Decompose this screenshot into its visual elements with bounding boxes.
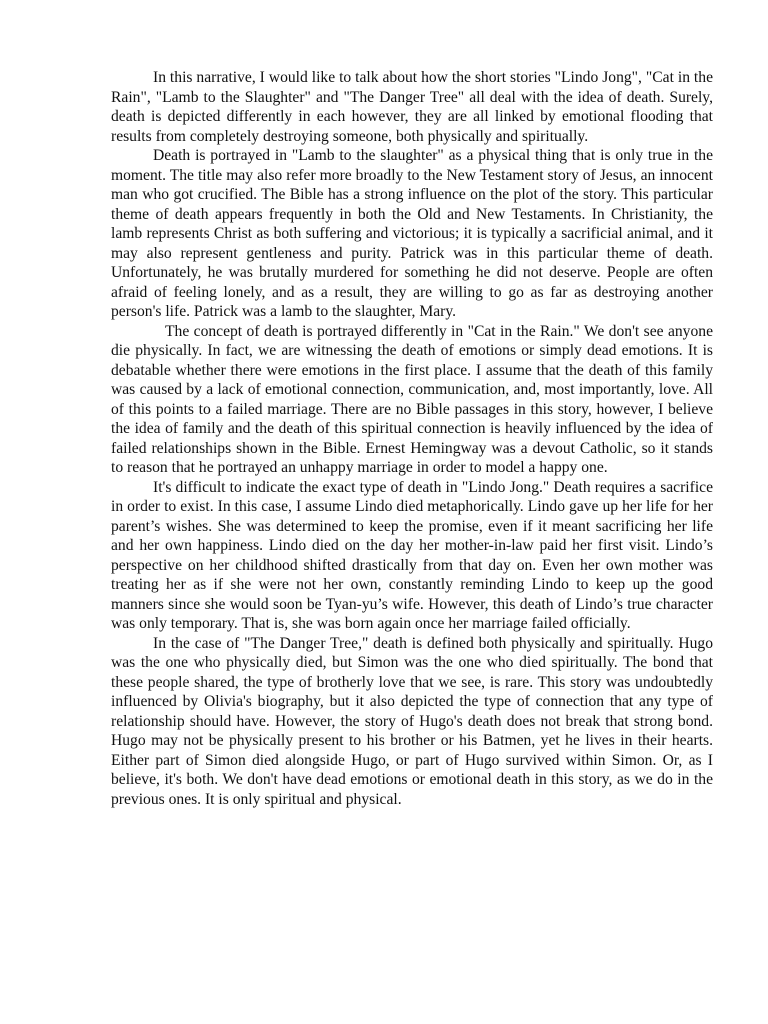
paragraph-lindo-jong: It's difficult to indicate the exact type of death in "Lindo Jong." Death requires a sacrifice in order to exist. In this case, I assume Lindo died metaphorically. Lindo gave up her life for her parent’s wishes. She was determined to keep the promise, even if it meant sacrificing her life and her own happiness. Lindo died on the day her mother-in-law paid her first visit. Lindo’s perspective on her childhood shifted drastically from that day on. Even her own mother was treating her as if she were not her own, constantly reminding Lindo to keep up the good manners since she would soon be Tyan-yu’s wife. However, this death of Lindo’s true character was only temporary. That is, she was born again once her marriage failed officially. [111, 478, 713, 632]
paragraph-the-danger-tree: In the case of "The Danger Tree," death is defined both physically and spiritually. Hugo was the one who physically died, but Simon was the one who died spiritually. The bond that these people shared, the type of brotherly love that we see, is rare. This story was undoubtedly influenced by Olivia's biography, but it also depicted the type of connection that any type of relationship should have. However, the story of Hugo's death does not break that strong bond. Hugo may not be physically present to his brother or his Batmen, yet he lives in their hearts. Either part of Simon died alongside Hugo, or part of Hugo survived within Simon. Or, as I believe, it's both. We don't have dead emotions or emotional death in this story, as we do in the previous ones. It is only spiritual and physical. [111, 634, 713, 808]
paragraph-cat-in-the-rain: The concept of death is portrayed differently in "Cat in the Rain." We don't see anyone die physically. In fact, we are witnessing the death of emotions or simply dead emotions. It is debatable whether there were emotions in the first place. I assume that the death of this family was caused by a lack of emotional connection, communication, and, most importantly, love. All of this points to a failed marriage. There are no Bible passages in this story, however, I believe the idea of family and the death of this spiritual connection is heavily influenced by the idea of failed relationships shown in the Bible. Ernest Hemingway was a devout Catholic, so it stands to reason that he portrayed an unhappy marriage in order to model a happy one. [111, 322, 713, 476]
document-body [111, 68, 713, 809]
paragraph-intro: In this narrative, I would like to talk about how the short stories "Lindo Jong", "Cat in the Rain", "Lamb to the Slaughter" and "The Danger Tree" all deal with the idea of death. Surely, death is depicted differently in each however, they are all linked by emotional flooding that results from completely destroying someone, both physically and spiritually. [111, 69, 713, 145]
paragraph-lamb-to-the-slaughter: Death is portrayed in "Lamb to the slaughter" as a physical thing that is only true in the moment. The title may also refer more broadly to the New Testament story of Jesus, an innocent man who got crucified. The Bible has a strong influence on the plot of the story. This particular theme of death appears frequently in both the Old and New Testaments. In Christianity, the lamb represents Christ as both suffering and victorious; it is typically a sacrificial animal, and it may also represent gentleness and purity. Patrick was in this particular theme of death. Unfortunately, he was brutally murdered for something he did not deserve. People are often afraid of feeling lonely, and as a result, they are willing to go as far as destroying another person's life. Patrick was a lamb to the slaughter, Mary. [111, 147, 713, 320]
